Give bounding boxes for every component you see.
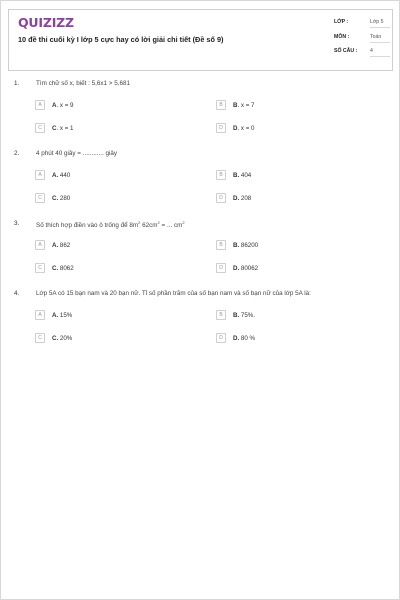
option-letter-box: B — [216, 240, 226, 250]
option-letter-box: A — [35, 100, 45, 110]
meta-grade-value: Lớp 5 — [370, 19, 390, 28]
option-letter-box: D — [216, 263, 226, 273]
option-text: 80 % — [240, 334, 256, 342]
option-text: 280 — [59, 194, 71, 202]
option-text: 8062 — [59, 264, 74, 272]
question-number: 1. — [14, 80, 20, 87]
option-letter-box: A — [35, 310, 45, 320]
option-text: 15% — [59, 311, 73, 319]
option-letter-box: B — [216, 100, 226, 110]
option-key: B. — [233, 171, 240, 179]
question-number: 3. — [14, 220, 20, 227]
meta-grade — [334, 19, 390, 34]
option-key: D. — [233, 334, 240, 342]
worksheet-header — [8, 9, 393, 71]
question-text: Số thích hợp điền vào ô trống để $8m^2$ $62cm^2$ = ... $cm^2$ — [36, 220, 185, 230]
question-number: 4. — [14, 290, 20, 297]
option-key: A. — [52, 171, 59, 179]
meta-subject — [334, 34, 390, 49]
option-text: . x = 9 — [56, 101, 74, 109]
option-letter-box: D — [216, 333, 226, 343]
option-key: B — [233, 101, 238, 109]
option-key: C. — [52, 264, 59, 272]
option-letter-box: D — [216, 193, 226, 203]
option-text: 75%. — [240, 311, 256, 319]
option-text: . x = 7 — [237, 101, 255, 109]
option-key: B. — [233, 241, 240, 249]
option-text: 862 — [59, 241, 71, 249]
quizizz-logo: QUIZIZZ — [18, 15, 74, 30]
option-letter-box: C — [35, 123, 45, 133]
option-letter-box: B — [216, 310, 226, 320]
question-text: 4 phút 40 giây = ............ giây — [36, 150, 118, 157]
option-key: D — [233, 124, 238, 132]
option-key: C. — [52, 334, 59, 342]
option-text: . x = 1 — [56, 124, 74, 132]
meta-grade-label: LỚP : — [334, 19, 349, 25]
option-text: 208 — [240, 194, 252, 202]
meta-question-count — [334, 48, 390, 63]
option-key: C — [52, 124, 57, 132]
option-key: A. — [52, 311, 59, 319]
option-key: A — [52, 101, 57, 109]
question-number: 2. — [14, 150, 20, 157]
option-letter-box: C — [35, 193, 45, 203]
meta-subject-value: Toán — [370, 34, 390, 43]
meta-question-count-label: SỐ CÂU : — [334, 48, 358, 54]
option-text: . x = 0 — [237, 124, 255, 132]
option-letter-box: C — [35, 263, 45, 273]
option-key: C. — [52, 194, 59, 202]
option-text: 86200 — [240, 241, 259, 249]
meta-subject-label: MÔN : — [334, 33, 350, 40]
option-letter-box: D — [216, 123, 226, 133]
option-key: A. — [52, 241, 59, 249]
worksheet-title: 10 đề thi cuối kỳ I lớp 5 cực hay có lời giải chi tiết (Đề số 9) — [18, 35, 224, 44]
option-text: 80062 — [240, 264, 259, 272]
option-key: B. — [233, 311, 240, 319]
option-key: D. — [233, 264, 240, 272]
option-letter-box: C — [35, 333, 45, 343]
option-text: 404 — [240, 171, 252, 179]
option-letter-box: A — [35, 170, 45, 180]
option-key: D. — [233, 194, 240, 202]
worksheet-meta — [334, 19, 390, 63]
option-letter-box: B — [216, 170, 226, 180]
option-text: 20% — [59, 334, 73, 342]
question-text: Lớp 5A có 15 bạn nam và 20 bạn nữ. Tỉ số phần trăm của số bạn nam và số bạn nữ của lớp 5A là: — [36, 290, 311, 297]
option-text: 440 — [59, 171, 71, 179]
option-letter-box: A — [35, 240, 45, 250]
question-text: Tìm chữ số x, biết : 5,6x1 > 5,681 — [36, 80, 130, 87]
meta-question-count-value: 4 — [370, 48, 390, 57]
